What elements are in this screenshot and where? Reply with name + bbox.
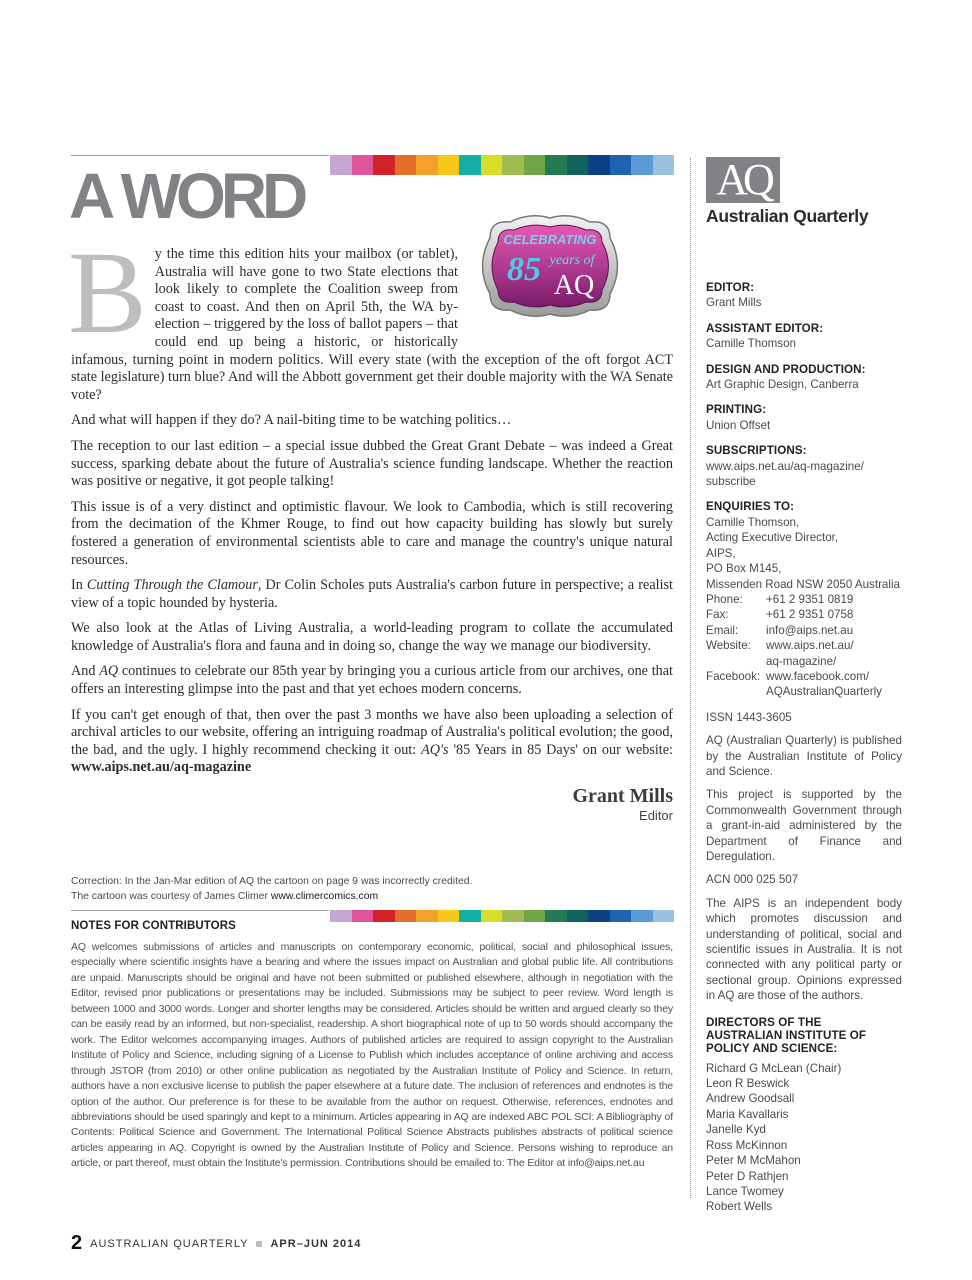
directors-list	[706, 1061, 902, 1215]
color-swatch	[610, 155, 632, 175]
page-footer	[71, 1232, 361, 1255]
badge-number: 85	[507, 251, 541, 288]
signature-name: Grant Mills	[572, 785, 673, 808]
director-name: Peter D Rathjen	[706, 1169, 789, 1183]
color-swatch	[416, 155, 438, 175]
badge-aq: AQ	[553, 270, 595, 301]
color-swatch	[330, 155, 352, 175]
color-swatch	[438, 155, 460, 175]
color-swatch	[352, 910, 374, 922]
director-name: Leon R Beswick	[706, 1077, 790, 1091]
editorial-paragraph: The reception to our last edition – a special issue dubbed the Great Grant Debate – was indeed a Great success, sparking debate about the future of Australia's science funding landscape. Whether the reaction was positive or negative, it got people talking!	[71, 437, 673, 490]
editorial-paragraph: y the time this edition hits your mailbox (or tablet), Australia will have gone to two State elections that look likely to complete the Coalition sweep from coast to coast. And then on April 5th, the WA by-election – triggered by the loss of ballot papers – that could end up being a historic, or historically infamous, turning point in modern politics. Will every state (with the exception of the oft forgot ACT state legislature) turn blue? And will the Abbott government get their double majority with the WA Senate vote?	[71, 246, 673, 403]
editorial-paragraph: And what will happen if they do? A nail-biting time to be watching politics…	[71, 412, 512, 429]
director-name: Lance Twomey	[706, 1184, 784, 1198]
color-swatch	[481, 910, 503, 922]
color-swatch	[631, 155, 653, 175]
color-swatch	[653, 910, 675, 922]
color-swatch	[373, 155, 395, 175]
notes-color-bar	[330, 910, 674, 922]
color-swatch	[567, 910, 589, 922]
subscriptions-link[interactable]: www.aips.net.au/aq-magazine/	[706, 459, 864, 473]
editorial-paragraph: In Cutting Through the Clamour, Dr Colin Scholes puts Australia's carbon future in perspective; a realist view of a topic hounded by hysteria.	[71, 577, 673, 611]
director-name: Peter M McMahon	[706, 1154, 801, 1168]
color-swatch	[330, 910, 352, 922]
top-rule	[71, 155, 329, 156]
color-swatch	[502, 155, 524, 175]
color-swatch	[610, 910, 632, 922]
color-swatch	[567, 155, 589, 175]
editorial-paragraph: This issue is of a very distinct and optimistic flavour. We look to Cambodia, which is still recovering from the decimation of the Khmer Rouge, to find out how capacity building has slowly but surely fostered a generation of environmental scientists able to care and manage the country's unique natural resources.	[71, 498, 673, 568]
color-swatch	[502, 910, 524, 922]
color-swatch	[459, 155, 481, 175]
color-swatch	[588, 155, 610, 175]
notes-body: AQ welcomes submissions of articles and manuscripts on contemporary economic, political, social and philosophical issues, especially where scientific insights have a bearing and where the issues impact on Australian and global public life. All contributions are unpaid. Manuscripts should be original and have not been submitted or published elsewhere, although in negotiation with the Editor, revised prior publications or presentations may be included. Submissions may be subject to peer review. Word length is between 1000 and 3000 words. Longer and shorter lengths may be considered. Articles should be written and argued clearly so they can be easily read by an informed, but non-specialist, readership. A short biographical note of up to 50 words should accompany the work. The Editor welcomes accompanying images. Authors of published articles are required to assign copyright to the Australian Institute of Policy and Science, including signing of a License to Publish which includes acceptance of online archiving and access through JSTOR (from 2010) or other online publication as negotiated by the Australian Institute of Policy and Science. In return, authors have a non exclusive license to publish the paper elsewhere at a future date. The inclusion of references and endnotes is the option of the author. Our preference is for these to be available from the author on request. Otherwise, references, endnotes and abbreviations should be used sparingly and kept to a minimum. Articles appearing in AQ are indexed ABC POL SCI: A Bibliography of Contents: Political Science and Government. The International Political Science Abstracts publishes abstracts of political science articles appearing in AQ. Copyright is owned by the Australian Institute of Policy and Science. Persons wishing to reproduce an article, or part thereof, must obtain the Institute's permission. Contributions should be emailed to: The Editor at info@aips.net.au	[71, 941, 673, 1170]
facebook-link[interactable]: www.facebook.com/ AQAustralianQuarterly	[766, 669, 882, 699]
color-swatch	[459, 910, 481, 922]
column-divider	[690, 158, 691, 1198]
color-swatch	[373, 910, 395, 922]
editorial-paragraph: And AQ continues to celebrate our 85th year by bringing you a curious article from our archives, one that offers an interesting glimpse into the past and that yet echoes modern concerns.	[71, 663, 673, 698]
page-title: A WORD	[69, 160, 304, 232]
footer-magazine: AUSTRALIAN QUARTERLY	[90, 1237, 249, 1250]
color-swatch	[524, 155, 546, 175]
page-number: 2	[71, 1232, 83, 1254]
color-swatch	[653, 155, 675, 175]
color-swatch	[438, 910, 460, 922]
footer-separator	[256, 1241, 262, 1247]
email-link[interactable]: info@aips.net.au	[766, 623, 854, 637]
editorial-paragraph: If you can't get enough of that, then over the past 3 months we have also been uploading a selection of archival articles to our website, offering an intriguing roadmap of Australia's political evolution; the good, the bad, and the ugly. I highly recommend checking it out: AQ's '85 Years in 85 Days' on our website: www.aips.net.au/aq-magazine	[71, 706, 673, 776]
color-swatch	[395, 155, 417, 175]
notes-rule	[71, 910, 329, 911]
director-name: Maria Kavallaris	[706, 1107, 789, 1121]
director-name: Janelle Kyd	[706, 1123, 766, 1137]
color-swatch	[416, 910, 438, 922]
aq-logo: AQ	[706, 157, 780, 203]
publication-name: Australian Quarterly	[706, 206, 869, 226]
color-swatch	[588, 910, 610, 922]
badge-years-of: years of	[549, 253, 595, 268]
website-link[interactable]: www.aips.net.au/ aq-magazine/	[766, 639, 854, 668]
color-swatch	[524, 910, 546, 922]
director-name: Ross McKinnon	[706, 1138, 788, 1152]
issn: ISSN 1443-3605	[706, 710, 792, 724]
color-swatch	[545, 155, 567, 175]
editorial-paragraph: We also look at the Atlas of Living Australia, a world-leading program to collate the accumulated knowledge of Australia's flora and fauna and in doing so, change the way we manage our biodiversity.	[71, 620, 673, 654]
director-name: Andrew Goodsall	[706, 1092, 795, 1106]
masthead-sidebar: EDITOR: Grant Mills ASSISTANT EDITOR: Camille Thomson DESIGN AND PRODUCTION: Art Graphic Design, Canberra PRINTING: Union Offset SUBSCRIPTIONS: www.aips.net.au/aq-magazine/ subscribe ENQUIRIES TO: Camille Thomson, Acting Executive Director, AIPS, PO Box M145, Missenden Road NSW 2050 Australia Phone: +61 2 9351 0819 Fax: +61 2 9351 0758 Email: info@aips.net.au Website: www.aips.net.au/ aq-magazine/ Facebook: www.facebook.com/ AQAustralianQuarterly ISSN 1443-3605 AQ (Australian Quarterly) is published by the Australian Institute of Policy and Science. This project is supported by the Commonwealth Government through a grant-in-aid administered by the Department of Finance and Deregulation. ACN 000 025 507 The AIPS is an independent body which promotes discussion and understanding of political, social and scientific issues in Australia. It is not connected with any political party or sectional group. Opinions expressed in AQ are those of the authors. DIRECTORS OF THE AUSTRALIAN INSTITUTE OF POLICY AND SCIENCE: Richard G McLean (Chair) Leon R Beswick Andrew Goodsall Maria Kavallaris Janelle Kyd Ross McKinnon Peter M McMahon Peter D Rathjen Lance Twomey Robert Wells	[706, 281, 902, 1214]
signature-role: Editor	[639, 808, 673, 824]
color-bar	[330, 155, 674, 175]
director-name: Robert Wells	[706, 1200, 773, 1214]
aq-magazine-link[interactable]: www.aips.net.au/aq-magazine	[71, 759, 252, 776]
acn: ACN 000 025 507	[706, 873, 799, 887]
drop-cap: B	[68, 227, 147, 358]
footer-date: APR–JUN 2014	[270, 1237, 362, 1250]
correction-note: Correction: In the Jan-Mar edition of AQ the cartoon on page 9 was incorrectly credited. The cartoon was courtesy of James Climer www.climercomics.com	[71, 876, 473, 902]
color-swatch	[545, 910, 567, 922]
director-name: Richard G McLean (Chair)	[706, 1061, 842, 1075]
color-swatch	[481, 155, 503, 175]
badge-wrap-space	[458, 246, 673, 341]
badge-celebrating: CELEBRATING	[503, 232, 597, 247]
notes-heading: NOTES FOR CONTRIBUTORS	[71, 920, 236, 932]
color-swatch	[352, 155, 374, 175]
article-title: Cutting Through the Clamour	[86, 577, 258, 594]
color-swatch	[395, 910, 417, 922]
climercomics-link[interactable]: www.climercomics.com	[270, 891, 379, 902]
color-swatch	[631, 910, 653, 922]
